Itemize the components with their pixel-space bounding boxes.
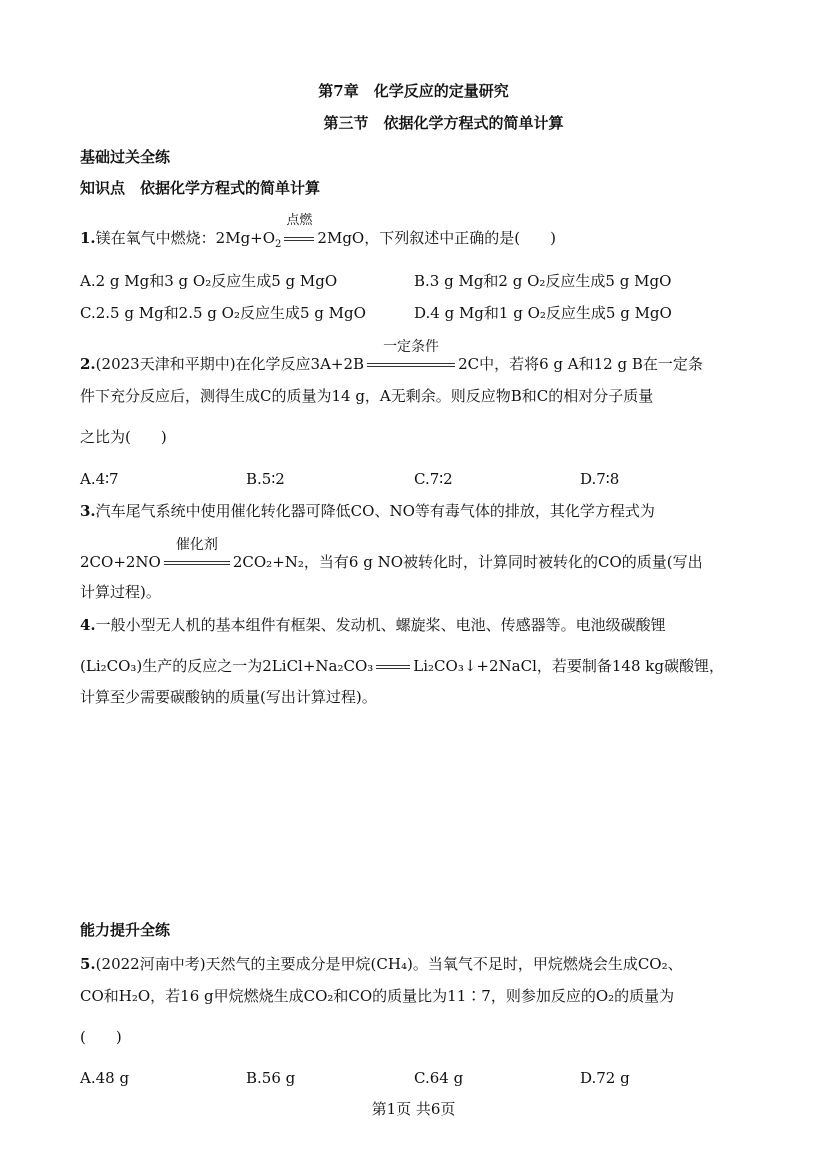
reaction-condition: 一定条件 [383,339,440,355]
option-c: C.64 g [414,1069,464,1087]
question-4-equation [80,656,724,676]
reaction-condition: 点燃 [286,213,313,228]
question-text: 2C中，若将6 g A和12 g B在一定条 [458,355,703,373]
question-text: (2022河南中考)天然气的主要成分是甲烷(CH₄)。当氧气不足时，甲烷燃烧会生成CO₂、 [95,955,683,973]
equation-text: 2CO₂+N₂，当有6 g NO被转化时，计算同时被转化的CO的质量(写出 [232,553,703,571]
question-2-line-3: 之比为( ) [80,428,167,446]
question-number: 5. [80,955,96,973]
reaction-arrow [281,213,317,248]
option-d: D.72 g [580,1069,630,1087]
option-b: B.56 g [246,1069,296,1087]
question-5-line-3: ( ) [80,1028,122,1046]
question-2-line-2: 件下充分反应后，测得生成C的质量为14 g，A无剩余。则反应物B和C的相对分子质量 [80,387,654,405]
question-text: 汽车尾气系统中使用催化转化器可降低CO、NO等有毒气体的排放，其化学方程式为 [95,502,655,520]
question-5-line-2: CO和H₂O，若16 g甲烷燃烧生成CO₂和CO的质量比为11∶7，则参加反应的O₂的质量为 [80,987,675,1005]
subscript: 2 [275,239,282,250]
option-a: A.2 g Mg和3 g O₂反应生成5 g MgO [80,272,338,290]
question-4 [80,615,666,635]
question-1 [80,213,556,255]
question-number: 1. [80,229,96,247]
question-number: 4. [80,616,96,634]
option-a: A.4∶7 [80,470,119,488]
question-5 [80,954,683,974]
question-3 [80,501,655,521]
option-c: C.2.5 g Mg和2.5 g O₂反应生成5 g MgO [80,304,366,322]
option-d: D.4 g Mg和1 g O₂反应生成5 g MgO [414,304,672,322]
option-d: D.7∶8 [580,470,620,488]
reaction-condition: 催化剂 [175,537,218,553]
option-b: B.5∶2 [246,470,285,488]
question-text: 2MgO，下列叙述中正确的是( ) [317,229,556,247]
equation-text: 2CO+2NO [80,553,161,571]
question-3-equation [80,537,703,572]
knowledge-heading: 知识点 依据化学方程式的简单计算 [80,179,321,197]
basic-heading: 基础过关全练 [80,148,171,166]
equation-text: (Li₂CO₃)生产的反应之一为2LiCl+Na₂CO₃ [80,657,374,675]
reaction-arrow [364,339,458,374]
question-text: (2023天津和平期中)在化学反应3A+2B [95,355,365,373]
option-a: A.48 g [80,1069,130,1087]
section-title: 第三节 依据化学方程式的简单计算 [323,114,564,132]
chapter-title: 第7章 化学反应的定量研究 [318,82,509,100]
page-footer: 第1页 共6页 [371,1100,456,1118]
option-c: C.7∶2 [414,470,453,488]
option-b: B.3 g Mg和2 g O₂反应生成5 g MgO [414,272,672,290]
equation-text: Li₂CO₃↓+2NaCl，若要制备148 kg碳酸锂， [413,657,724,675]
question-2 [80,339,703,374]
question-text: 一般小型无人机的基本组件有框架、发动机、螺旋桨、电池、传感器等。电池级碳酸锂 [95,616,666,634]
question-3-line-3: 计算过程)。 [80,583,161,601]
question-number: 2. [80,355,96,373]
question-text: 镁在氧气中燃烧：2Mg+O [95,229,276,247]
reaction-arrow [161,537,233,572]
question-number: 3. [80,502,96,520]
question-4-line-3: 计算至少需要碳酸钠的质量(写出计算过程)。 [80,688,377,706]
advanced-heading: 能力提升全练 [80,921,171,939]
reaction-arrow [373,656,413,676]
